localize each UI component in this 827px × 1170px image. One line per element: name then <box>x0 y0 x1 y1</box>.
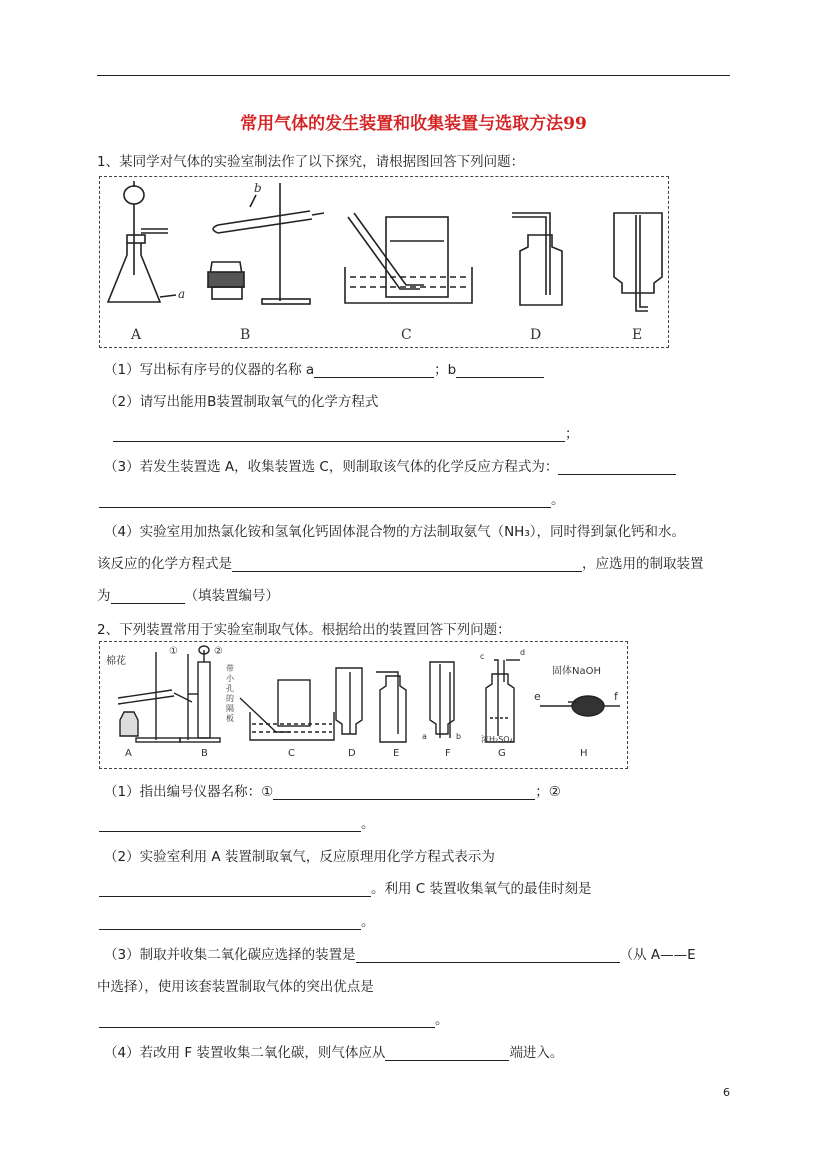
q1-intro: 1、某同学对气体的实验室制法作了以下探究，请根据图回答下列问题： <box>97 154 525 170</box>
q2-part4: （4）若改用 F 装置收集二氧化碳，则气体应从 端进入。 <box>104 1045 564 1061</box>
q1-label-a: A <box>131 327 142 343</box>
q1-blank-eq3[interactable] <box>232 557 582 572</box>
q2-intro: 2、下列装置常用于实验室制取气体。根据给出的装置回答下列问题： <box>97 622 511 638</box>
q1-apparatus-drawing <box>100 177 668 347</box>
q2-label-g: G <box>498 748 506 759</box>
q1-marker-a: a <box>178 287 186 301</box>
q1-label-d: D <box>530 327 542 343</box>
q1-part2-answer: ； <box>113 422 579 442</box>
q2-part1: （1）指出编号仪器名称：① ；② <box>104 784 561 800</box>
q2-part2: （2）实验室利用 A 装置制取氧气，反应原理用化学方程式表示为 <box>104 849 495 865</box>
q1-blank-eq2b[interactable] <box>99 493 551 508</box>
q2-part3-line2: 中选择），使用该套装置制取气体的突出优点是 <box>97 979 374 995</box>
q1-part2: （2）请写出能用B装置制取氧气的化学方程式 <box>104 394 379 410</box>
q2-label-e: E <box>393 748 400 759</box>
q1-marker-b: b <box>254 181 262 195</box>
q2-port-d: d <box>520 648 526 657</box>
q2-part1-cont: 。 <box>99 812 375 832</box>
q2-circle-1: ① <box>169 646 178 657</box>
q2-label-d: D <box>348 748 356 759</box>
page-number: 6 <box>723 1086 730 1099</box>
q2-label-c: C <box>288 748 295 759</box>
q1-part3: （3）若发生装置选 A，收集装置选 C，则制取该气体的化学反应方程式为： <box>104 455 676 475</box>
q1-part4: （4）实验室用加热氯化铵和氢氧化钙固体混合物的方法制取氨气（NH₃），同时得到氯化钙和水。 <box>104 524 685 540</box>
q2-blank-port[interactable] <box>385 1046 509 1061</box>
header-rule <box>97 75 730 76</box>
q2-blank-device[interactable] <box>356 948 620 963</box>
q1-blank-eq2a[interactable] <box>558 460 676 475</box>
q2-acid-label: 浓H₂SO₄ <box>481 735 513 744</box>
q1-blank-device[interactable] <box>111 589 185 604</box>
q2-naoh-label: 固体NaOH <box>552 666 601 677</box>
q2-blank-advantage[interactable] <box>99 1013 435 1028</box>
q1-label-e: E <box>632 327 643 343</box>
q1-figure <box>99 176 669 348</box>
q2-cotton-label: 棉花 <box>106 656 126 667</box>
q1-blank-a[interactable] <box>314 363 434 378</box>
q2-label-a: A <box>125 748 132 759</box>
q2-label-h: H <box>580 748 588 759</box>
q1-blank-b[interactable] <box>456 363 544 378</box>
q1-part3-cont: 。 <box>99 488 565 508</box>
page-title: 常用气体的发生装置和收集装置与选取方法99 <box>240 114 587 134</box>
q1-part4-line2: 该反应的化学方程式是 ，应选用的制取装置 <box>97 556 704 572</box>
q2-port-c: c <box>480 652 485 661</box>
q2-blank-2[interactable] <box>99 817 361 832</box>
q2-port-f: f <box>614 690 618 703</box>
q2-port-e: e <box>534 690 541 703</box>
q2-figure <box>99 641 628 769</box>
q2-blank-moment[interactable] <box>99 915 361 930</box>
q2-part2-line3: 。 <box>99 910 375 930</box>
q1-label-c: C <box>401 327 412 343</box>
q1-part4-line3: 为 （填装置编号） <box>97 588 279 604</box>
q1-label-b: B <box>240 327 251 343</box>
q2-blank-eq[interactable] <box>99 882 371 897</box>
q2-port-b: b <box>456 732 462 741</box>
q2-label-f: F <box>445 748 451 759</box>
q2-part3-line3: 。 <box>99 1008 449 1028</box>
q2-label-b: B <box>201 748 208 759</box>
q2-apparatus-drawing <box>100 642 627 768</box>
q2-part3: （3）制取并收集二氧化碳应选择的装置是 （从 A——E <box>104 947 696 963</box>
q2-port-a: a <box>422 732 427 741</box>
q1-blank-eq1[interactable] <box>113 427 565 442</box>
q2-plate-note: 带小孔的隔板 <box>226 664 234 723</box>
q1-part1: （1）写出标有序号的仪器的名称 a ；b <box>104 358 544 378</box>
q2-circle-2: ② <box>214 646 223 657</box>
q2-part2-line2: 。利用 C 装置收集氧气的最佳时刻是 <box>99 877 592 897</box>
q2-blank-1[interactable] <box>273 785 535 800</box>
